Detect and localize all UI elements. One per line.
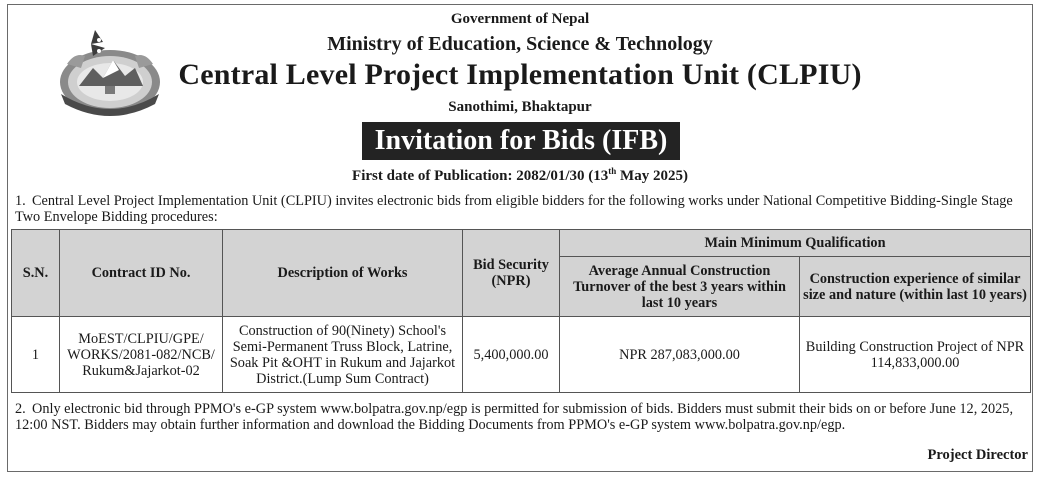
government-title: Government of Nepal	[450, 11, 590, 27]
header-sn: S.N.	[12, 230, 60, 317]
publication-date-suffix: May 2025)	[616, 168, 688, 184]
cell-bid-security: 5,400,000.00	[463, 317, 560, 393]
paragraph-text: Central Level Project Implementation Unit (CLPIU) invites electronic bids from eligible bidders for the following works under National Competitive Bidding-Single Stage Two Envelope Bidding procedures:	[15, 193, 1013, 225]
cell-experience: Building Construction Project of NPR 114,833,000.00	[800, 317, 1031, 393]
header-experience: Construction experience of similar size and nature (within last 10 years)	[800, 257, 1031, 317]
header-main-qualification: Main Minimum Qualification	[560, 230, 1031, 257]
paragraph-text: Only electronic bid through PPMO's e-GP system www.bolpatra.gov.np/egp is permitted for submission of bids. Bidders must submit their bids on or before June 12, 2025, 12:00 NST. Bidders may obtain further information and download the Bidding Documents from PPMO's e-GP system www.bolpatra.gov.np/egp.	[15, 401, 1014, 433]
cell-sn: 1	[12, 317, 60, 393]
address: Sanothimi, Bhaktapur	[448, 99, 592, 115]
notice-title: Invitation for Bids (IFB)	[374, 125, 668, 156]
header-description: Description of Works	[223, 230, 463, 317]
notice-title-banner	[362, 122, 680, 160]
paragraph-number: 1.	[15, 193, 26, 209]
ministry-title: Ministry of Education, Science & Technology	[327, 33, 713, 55]
publication-date	[0, 166, 1040, 185]
cell-turnover: NPR 287,083,000.00	[560, 317, 800, 393]
paragraph-number: 2.	[15, 401, 26, 417]
header-contract-id: Contract ID No.	[60, 230, 223, 317]
publication-date-prefix: First date of Publication: 2082/01/30 (13	[352, 168, 609, 184]
bid-table	[11, 229, 1031, 393]
paragraph-invitation	[15, 193, 1030, 225]
publication-date-ordinal: th	[608, 166, 617, 176]
signature: Project Director	[927, 447, 1028, 463]
unit-title: Central Level Project Implementation Unit (CLPIU)	[178, 58, 862, 91]
header-turnover: Average Annual Construction Turnover of the best 3 years within last 10 years	[560, 257, 800, 317]
cell-contract-id: MoEST/CLPIU/GPE/ WORKS/2081-082/NCB/ Rukum&Jajarkot-02	[60, 317, 223, 393]
cell-description: Construction of 90(Ninety) School's Semi-Permanent Truss Block, Latrine, Soak Pit &OHT in Rukum and Jajarkot District.(Lump Sum Contract)	[223, 317, 463, 393]
header-bid-security: Bid Security (NPR)	[463, 230, 560, 317]
paragraph-submission	[15, 401, 1030, 433]
table-row	[12, 317, 1031, 393]
